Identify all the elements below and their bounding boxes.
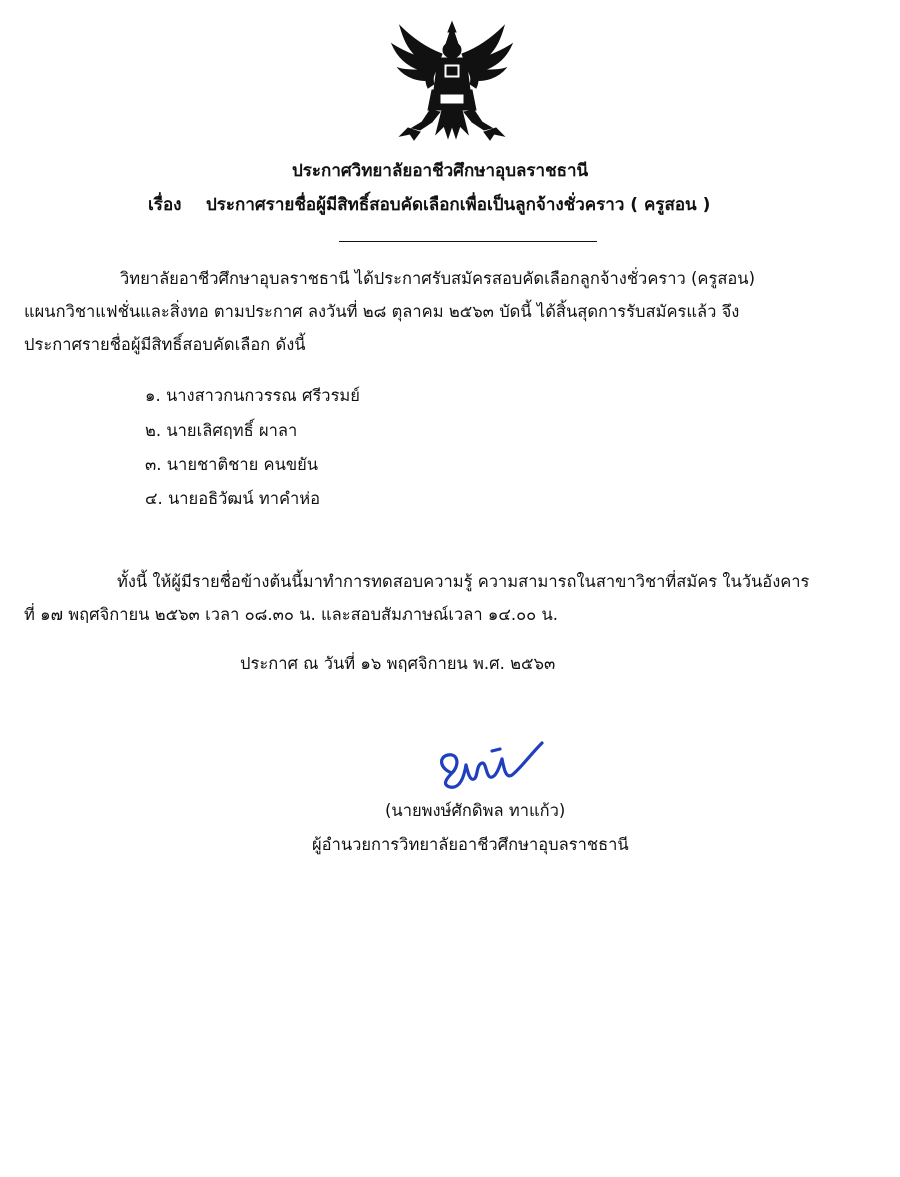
paragraph-2-line-2: ที่ ๑๗ พฤศจิกายน ๒๕๖๓ เวลา ๐๘.๓๐ น. และสอบสัมภาษณ์เวลา ๑๔.๐๐ น.	[24, 605, 558, 624]
candidate-item: ๓. นายชาติชาย คนขยัน	[145, 455, 319, 474]
announcement-date: ประกาศ ณ วันที่ ๑๖ พฤศจิกายน พ.ศ. ๒๕๖๓	[240, 654, 556, 673]
announcement-title: ประกาศวิทยาลัยอาชีวศึกษาอุบลราชธานี	[292, 161, 589, 181]
handwritten-signature	[430, 735, 550, 795]
garuda-emblem	[386, 18, 518, 144]
header-divider	[339, 241, 597, 242]
paragraph-1-line-1: วิทยาลัยอาชีวศึกษาอุบลราชธานี ได้ประกาศรับสมัครสอบคัดเลือกลูกจ้างชั่วคราว (ครูสอน)	[120, 269, 756, 288]
subject-text: ประกาศรายชื่อผู้มีสิทธิ์สอบคัดเลือกเพื่อเป็นลูกจ้างชั่วคราว ( ครูสอน )	[206, 195, 711, 215]
candidate-item: ๑. นางสาวกนกวรรณ ศรีวรมย์	[145, 386, 360, 405]
candidate-item: ๔. นายอธิวัฒน์ ทาคำห่อ	[145, 489, 321, 508]
signer-title: ผู้อำนวยการวิทยาลัยอาชีวศึกษาอุบลราชธานี	[312, 835, 629, 854]
paragraph-1-line-3: ประกาศรายชื่อผู้มีสิทธิ์สอบคัดเลือก ดังนี้	[24, 335, 306, 354]
paragraph-2-line-1: ทั้งนี้ ให้ผู้มีรายชื่อข้างต้นนี้มาทำการทดสอบความรู้ ความสามารถในสาขาวิชาที่สมัคร ในวันอังคาร	[117, 572, 810, 591]
subject-label: เรื่อง	[148, 195, 182, 215]
signer-name: (นายพงษ์ศักดิพล ทาแก้ว)	[385, 801, 566, 820]
candidate-item: ๒. นายเลิศฤทธิ์ ผาลา	[145, 421, 298, 440]
paragraph-1-line-2: แผนกวิชาแฟชั่นและสิ่งทอ ตามประกาศ ลงวันที่ ๒๘ ตุลาคม ๒๕๖๓ บัดนี้ ได้สิ้นสุดการรับสมัครแล้ว จึง	[24, 302, 740, 321]
